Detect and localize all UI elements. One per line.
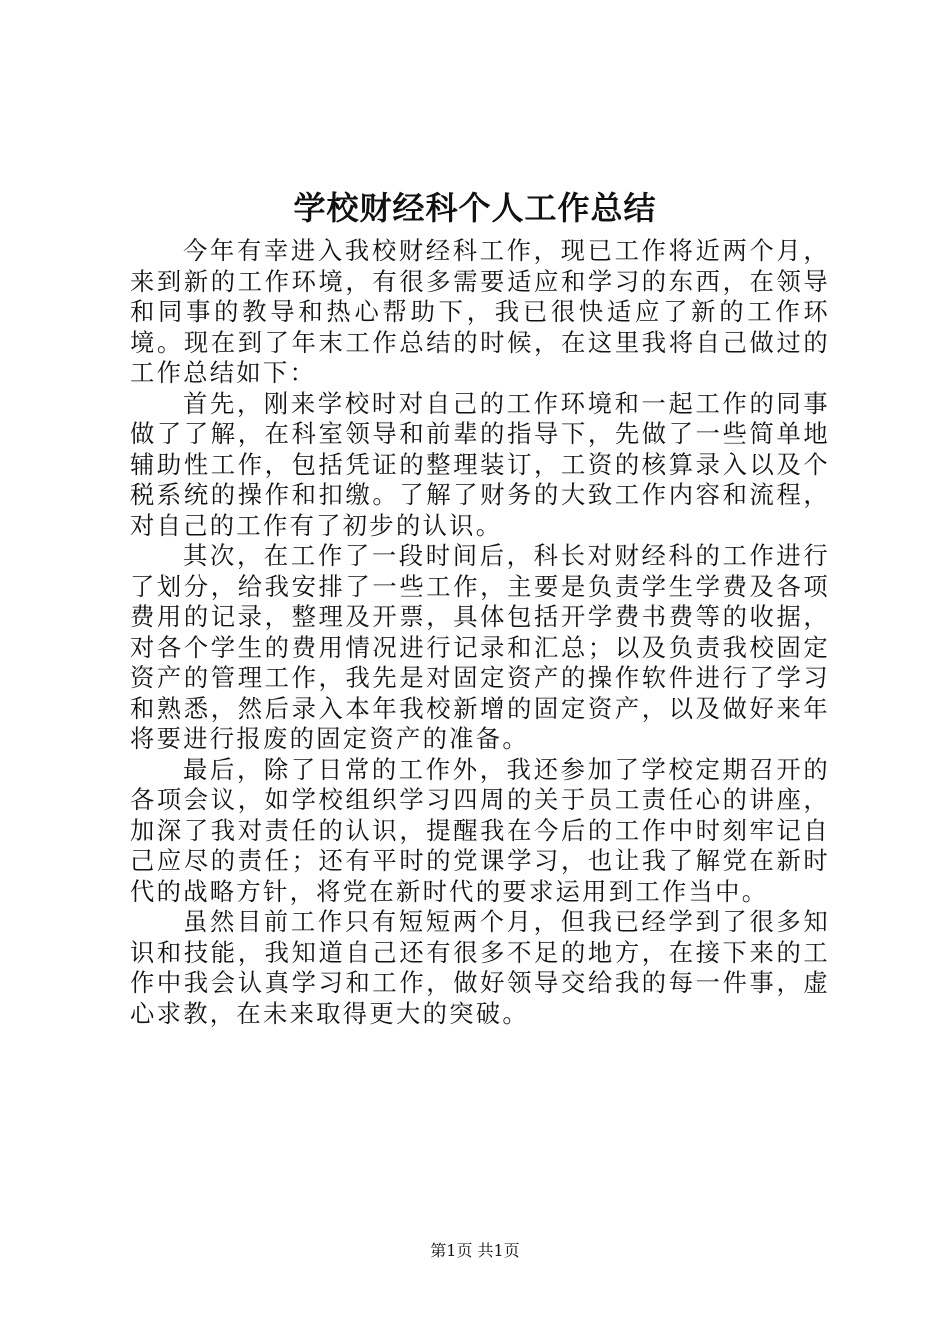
paragraph-conclusion: 虽然目前工作只有短短两个月，但我已经学到了很多知识和技能，我知道自己还有很多不足的地方，在接下来的工作中我会认真学习和工作，做好领导交给我的每一件事，虚心求教，在未来取得更大的突破。 (130, 907, 830, 1028)
page-footer (0, 1240, 950, 1262)
page-number: 第1页 共1页 (430, 1241, 520, 1260)
paragraph-last: 最后，除了日常的工作外，我还参加了学校定期召开的各项会议，如学校组织学习四周的关于员工责任心的讲座，加深了我对责任的认识，提醒我在今后的工作中时刻牢记自己应尽的责任；还有平时的党课学习，也让我了解党在新时代的战略方针，将党在新时代的要求运用到工作当中。 (130, 754, 830, 906)
paragraph-intro: 今年有幸进入我校财经科工作，现已工作将近两个月，来到新的工作环境，有很多需要适应和学习的东西，在领导和同事的教导和热心帮助下，我已很快适应了新的工作环境。现在到了年末工作总结的时候，在这里我将自己做过的工作总结如下： (130, 236, 830, 387)
paragraph-second: 其次，在工作了一段时间后，科长对财经科的工作进行了划分，给我安排了一些工作，主要是负责学生学费及各项费用的记录，整理及开票，具体包括开学费书费等的收据，对各个学生的费用情况进行记录和汇总；以及负责我校固定资产的管理工作，我先是对固定资产的操作软件进行了学习和熟悉，然后录入本年我校新增的固定资产，以及做好来年将要进行报废的固定资产的准备。 (130, 541, 830, 753)
document-body (130, 236, 830, 1029)
paragraph-first: 首先，刚来学校时对自己的工作环境和一起工作的同事做了了解，在科室领导和前辈的指导下，先做了一些简单地辅助性工作，包括凭证的整理装订，工资的核算录入以及个税系统的操作和扣缴。了解了财务的大致工作内容和流程，对自己的工作有了初步的认识。 (130, 388, 830, 540)
document-title: 学校财经科个人工作总结 (293, 189, 657, 227)
